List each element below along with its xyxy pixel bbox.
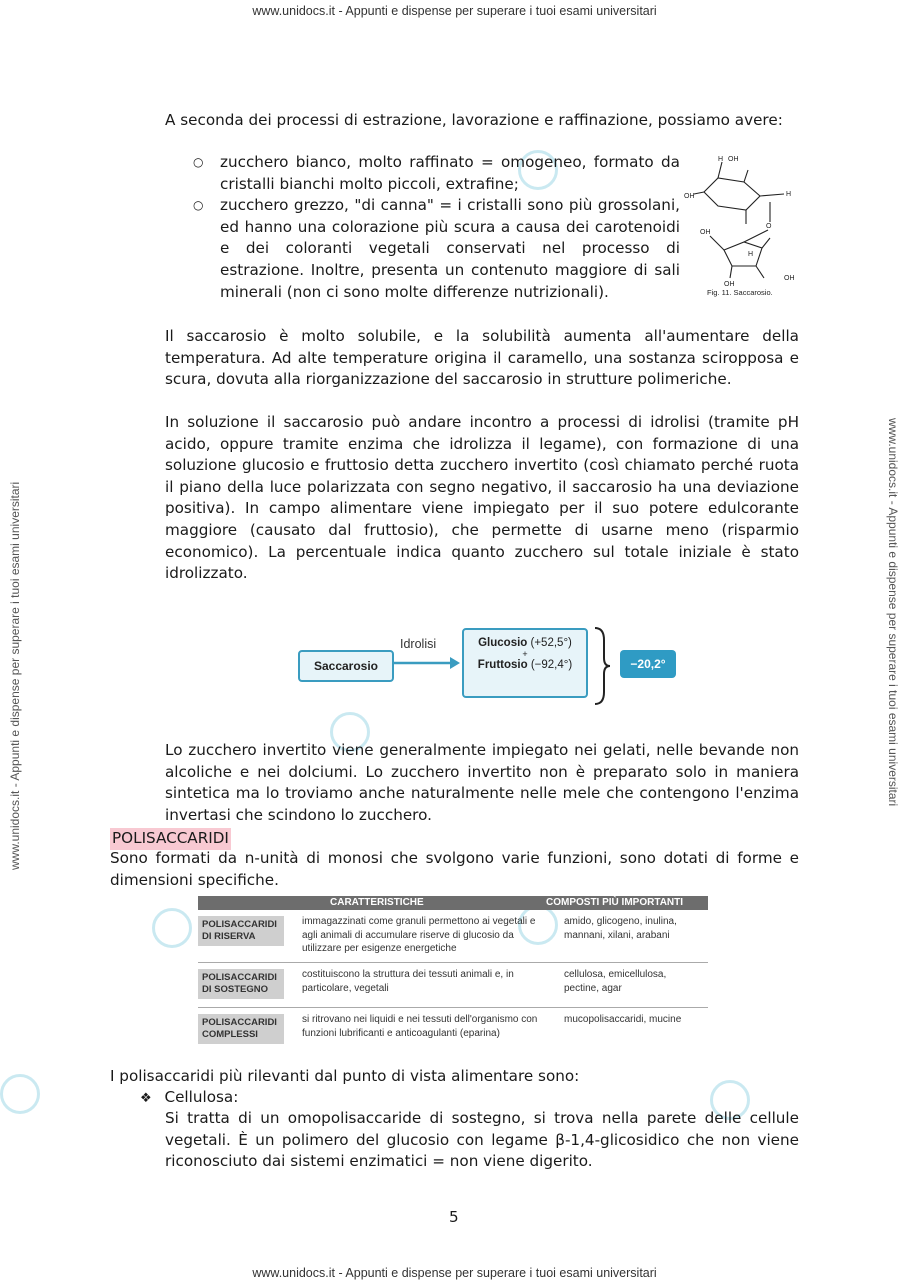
page-number: 5 bbox=[449, 1208, 459, 1226]
list-item: ○ zucchero grezzo, "di canna" = i cristalli sono più grossolani, ed hanno una colorazione più scura a causa dei carotenoidi e dei coloranti vegetali conservati nel processo di estrazione. Inoltre, presenta un contenuto maggiore di sali minerali (non ci sono molte differenze nutrizionali). bbox=[193, 196, 680, 301]
diamond-bullet-icon: ❖ bbox=[140, 1091, 152, 1106]
row-compounds: amido, glicogeno, inulina, mannani, xilani, arabani bbox=[564, 916, 677, 941]
h-label: H bbox=[718, 156, 724, 163]
polysaccharides-intro: Sono formati da n-unità di monosi che svolgono varie funzioni, sono dotati di forme e dimensioni specifiche. bbox=[110, 849, 799, 889]
table-row bbox=[198, 910, 708, 963]
bullet-circle-icon: ○ bbox=[193, 198, 204, 213]
row-description: costituiscono la struttura dei tessuti animali e, in particolare, vegetali bbox=[302, 969, 514, 994]
h-label: H bbox=[786, 191, 792, 198]
brace-icon bbox=[592, 626, 612, 706]
oh-label: OH bbox=[784, 275, 795, 282]
saccarosio-box: Saccarosio bbox=[298, 650, 394, 682]
intro-paragraph: A seconda dei processi di estrazione, lavorazione e raffinazione, possiamo avere: bbox=[165, 111, 783, 129]
row-label: POLISACCARIDI DI RISERVA bbox=[198, 916, 284, 946]
watermark-right: www.unidocs.it - Appunti e dispense per superare i tuoi esami universitari bbox=[886, 418, 900, 807]
products-box: Glucosio (+52,5°) + Fruttosio (−92,4°) bbox=[462, 628, 588, 698]
inverted-sugar-paragraph: Lo zucchero invertito viene generalmente impiegato nei gelati, nelle bevande non alcoliche e nei dolciumi. Lo zucchero invertito non è preparato solo in maniera sintetica ma lo troviamo anche naturalmente nelle mele che contengono l'enzima invertasi che scindono lo zucchero. bbox=[165, 741, 799, 824]
row-compounds: mucopolisaccaridi, mucine bbox=[564, 1014, 682, 1025]
oh-label: OH bbox=[724, 281, 735, 288]
oh-label: OH bbox=[700, 229, 711, 236]
watermark-bottom: www.unidocs.it - Appunti e dispense per superare i tuoi esami universitari bbox=[252, 1266, 657, 1280]
figure-caption: Fig. 11. Saccarosio. bbox=[707, 288, 773, 297]
section-heading-polisaccaridi: POLISACCARIDI bbox=[110, 828, 231, 850]
watermark-logo-icon bbox=[0, 1074, 40, 1114]
table-row bbox=[198, 1008, 708, 1060]
list-item: ○ zucchero bianco, molto raffinato = omogeneo, formato da cristalli bianchi molto piccoli, extrafine; bbox=[193, 153, 680, 193]
sugar-types-list bbox=[188, 152, 680, 303]
watermark-left: www.unidocs.it - Appunti e dispense per superare i tuoi esami universitari bbox=[8, 481, 22, 870]
row-label: POLISACCARIDI DI SOSTEGNO bbox=[198, 969, 284, 999]
oh-label: OH bbox=[728, 156, 739, 163]
o-label: O bbox=[766, 223, 772, 230]
row-compounds: cellulosa, emicellulosa, pectine, agar bbox=[564, 969, 667, 994]
header-composti: COMPOSTI PIÙ IMPORTANTI bbox=[546, 897, 684, 908]
cellulosa-item bbox=[140, 1087, 800, 1110]
arrow-label: Idrolisi bbox=[400, 637, 437, 651]
reaction-arrow-icon bbox=[392, 656, 460, 670]
polysaccharides-table bbox=[198, 896, 708, 1060]
oh-label: OH bbox=[684, 193, 695, 200]
row-description: si ritrovano nei liquidi e nei tessuti dell'organismo con funzioni lubrificanti e anticoagulanti (eparina) bbox=[302, 1014, 538, 1039]
cellulosa-description: Si tratta di un omopolisaccaride di sostegno, si trova nella parete delle cellule vegetali. È un polimero del glucosio con legame β-1,4-glicosidico che non viene riconosciuto dai sistemi enzimatici = non viene digerito. bbox=[165, 1109, 799, 1171]
result-box: −20,2° bbox=[620, 650, 676, 678]
table-row bbox=[198, 963, 708, 1008]
h-label: H bbox=[748, 251, 754, 258]
row-label: POLISACCARIDI COMPLESSI bbox=[198, 1014, 284, 1044]
relevant-polysaccharides-intro: I polisaccaridi più rilevanti dal punto di vista alimentare sono: bbox=[110, 1067, 580, 1085]
watermark-logo-icon bbox=[152, 908, 192, 948]
sucrose-structure-figure bbox=[684, 152, 804, 304]
table-header bbox=[198, 896, 708, 910]
solubility-paragraph: Il saccarosio è molto solubile, e la solubilità aumenta all'aumentare della temperatura. Ad alte temperature origina il caramello, una sostanza sciropposa e scura, dovuta alla riorganizzazione del saccarosio in strutture polimeriche. bbox=[165, 327, 799, 389]
cellulosa-title: Cellulosa: bbox=[164, 1088, 239, 1106]
hydrolysis-paragraph: In soluzione il saccarosio può andare incontro a processi di idrolisi (tramite pH acido, oppure tramite enzima che idrolizza il legame), con formazione di una soluzione glucosio e fruttosio detta zucchero invertito (così chiamato perché ruota il piano della luce polarizzata con segno negativo, il saccarosio ha una deviazione positiva). In campo alimentare viene impiegato per il suo potere edulcorante maggiore (causato dal fruttosio), che permette di usarne meno (risparmio economico). La percentuale indica quanto zucchero sul totale iniziale è stato idrolizzato. bbox=[165, 413, 799, 583]
watermark-top: www.unidocs.it - Appunti e dispense per superare i tuoi esami universitari bbox=[252, 4, 657, 18]
row-description: immagazzinati come granuli permettono ai vegetali e agli animali di accumulare riserve di glucosio da utilizzare per esigenze energetiche bbox=[302, 916, 536, 954]
hydrolysis-diagram bbox=[298, 626, 710, 710]
header-caratteristiche: CARATTERISTICHE bbox=[330, 897, 424, 908]
bullet-circle-icon: ○ bbox=[193, 155, 204, 169]
